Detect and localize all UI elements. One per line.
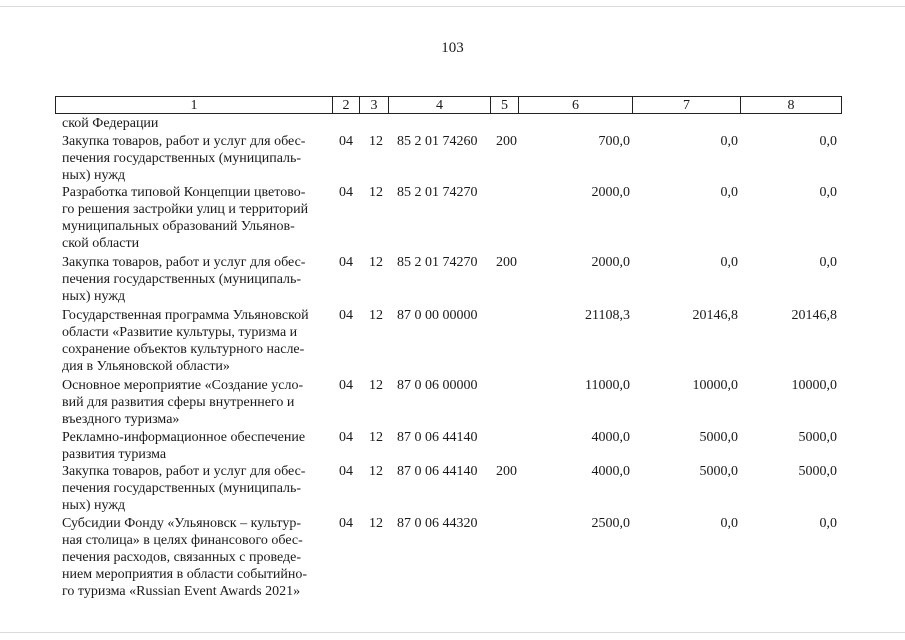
row-description: [62, 463, 330, 514]
target-article-code: 87 0 06 00000: [397, 378, 478, 393]
amount-col-7: 5000,0: [699, 464, 738, 479]
description-line: ных) нужд: [62, 168, 126, 183]
amount-col-7: 5000,0: [699, 430, 738, 445]
row-description: [62, 115, 330, 132]
subsection-code: 12: [369, 308, 383, 323]
section-code: 04: [339, 378, 353, 393]
description-line: Закупка товаров, работ и услуг для обес-: [62, 464, 306, 479]
description-line: Основное мероприятие «Создание усло-: [62, 378, 304, 393]
row-description: [62, 377, 330, 428]
amount-col-6: 700,0: [598, 134, 630, 149]
amount-col-7: 0,0: [720, 134, 738, 149]
description-line: области «Развитие культуры, туризма и: [62, 325, 298, 340]
subsection-code: 12: [369, 378, 383, 393]
expense-type-code: 200: [496, 464, 517, 479]
column-header-3: 3: [360, 97, 389, 114]
description-line: сохранение объектов культурного насле-: [62, 342, 305, 357]
amount-col-6: 4000,0: [591, 430, 630, 445]
description-line: го туризма «Russian Event Awards 2021»: [62, 584, 301, 599]
subsection-code: 12: [369, 430, 383, 445]
target-article-code: 87 0 06 44140: [397, 430, 478, 445]
description-line: дия в Ульяновской области»: [62, 359, 230, 374]
expense-type-code: 200: [496, 255, 517, 270]
description-line: Разработка типовой Концепции цветово-: [62, 185, 306, 200]
column-header-5: 5: [491, 97, 519, 114]
section-code: 04: [339, 464, 353, 479]
target-article-code: 87 0 06 44320: [397, 516, 478, 531]
row-description: [62, 429, 330, 463]
row-description: [62, 307, 330, 375]
amount-col-6: 2000,0: [591, 185, 630, 200]
row-description: [62, 515, 330, 600]
section-code: 04: [339, 134, 353, 149]
scan-bottom-edge: [0, 632, 905, 633]
amount-col-8: 5000,0: [798, 430, 837, 445]
description-line: Субсидии Фонду «Ульяновск – культур-: [62, 516, 302, 531]
description-line: Закупка товаров, работ и услуг для обес-: [62, 255, 306, 270]
subsection-code: 12: [369, 185, 383, 200]
target-article-code: 85 2 01 74270: [397, 185, 478, 200]
section-code: 04: [339, 516, 353, 531]
description-line: Рекламно-информационное обеспечение: [62, 430, 306, 445]
description-line: Закупка товаров, работ и услуг для обес-: [62, 134, 306, 149]
amount-col-8: 0,0: [819, 134, 837, 149]
amount-col-6: 21108,3: [585, 308, 630, 323]
scan-top-edge: [0, 6, 905, 7]
amount-col-8: 5000,0: [798, 464, 837, 479]
amount-col-7: 0,0: [720, 185, 738, 200]
section-code: 04: [339, 308, 353, 323]
amount-col-8: 0,0: [819, 255, 837, 270]
target-article-code: 85 2 01 74260: [397, 134, 478, 149]
description-line: печения расходов, связанных с проведе-: [62, 550, 302, 565]
description-line: Государственная программа Ульяновской: [62, 308, 309, 323]
column-header-8: 8: [741, 97, 842, 114]
amount-col-7: 0,0: [720, 255, 738, 270]
section-code: 04: [339, 255, 353, 270]
description-line: го решения застройки улиц и территорий: [62, 202, 309, 217]
column-header-4: 4: [389, 97, 491, 114]
description-line: развития туризма: [62, 447, 167, 462]
amount-col-6: 2000,0: [591, 255, 630, 270]
description-line: вий для развития сферы внутреннего и: [62, 395, 295, 410]
subsection-code: 12: [369, 255, 383, 270]
description-line: муниципальных образований Ульянов-: [62, 219, 295, 234]
description-line: ской области: [62, 236, 140, 251]
section-code: 04: [339, 430, 353, 445]
column-header-2: 2: [333, 97, 360, 114]
column-header-6: 6: [519, 97, 633, 114]
description-line: ных) нужд: [62, 498, 126, 513]
row-description: [62, 184, 330, 252]
description-line: нием мероприятия в области событийно-: [62, 567, 308, 582]
description-line: въездного туризма»: [62, 412, 180, 427]
description-line: печения государственных (муниципаль-: [62, 481, 302, 496]
amount-col-7: 20146,8: [692, 308, 738, 323]
page-number: 103: [441, 40, 464, 56]
description-line: ных) нужд: [62, 289, 126, 304]
target-article-code: 87 0 00 00000: [397, 308, 478, 323]
description-line: ная столица» в целях финансового обес-: [62, 533, 303, 548]
amount-col-8: 20146,8: [791, 308, 837, 323]
column-number-header: [55, 96, 842, 114]
amount-col-8: 0,0: [819, 516, 837, 531]
amount-col-6: 2500,0: [591, 516, 630, 531]
subsection-code: 12: [369, 516, 383, 531]
section-code: 04: [339, 185, 353, 200]
expense-type-code: 200: [496, 134, 517, 149]
amount-col-7: 0,0: [720, 516, 738, 531]
amount-col-8: 10000,0: [791, 378, 837, 393]
target-article-code: 87 0 06 44140: [397, 464, 478, 479]
subsection-code: 12: [369, 134, 383, 149]
row-description: [62, 133, 330, 184]
amount-col-6: 4000,0: [591, 464, 630, 479]
description-line: ской Федерации: [62, 116, 159, 131]
description-line: печения государственных (муниципаль-: [62, 272, 302, 287]
amount-col-7: 10000,0: [692, 378, 738, 393]
column-header-1: 1: [56, 97, 333, 114]
row-description: [62, 254, 330, 305]
amount-col-6: 11000,0: [585, 378, 630, 393]
description-line: печения государственных (муниципаль-: [62, 151, 302, 166]
amount-col-8: 0,0: [819, 185, 837, 200]
subsection-code: 12: [369, 464, 383, 479]
column-header-7: 7: [633, 97, 741, 114]
target-article-code: 85 2 01 74270: [397, 255, 478, 270]
